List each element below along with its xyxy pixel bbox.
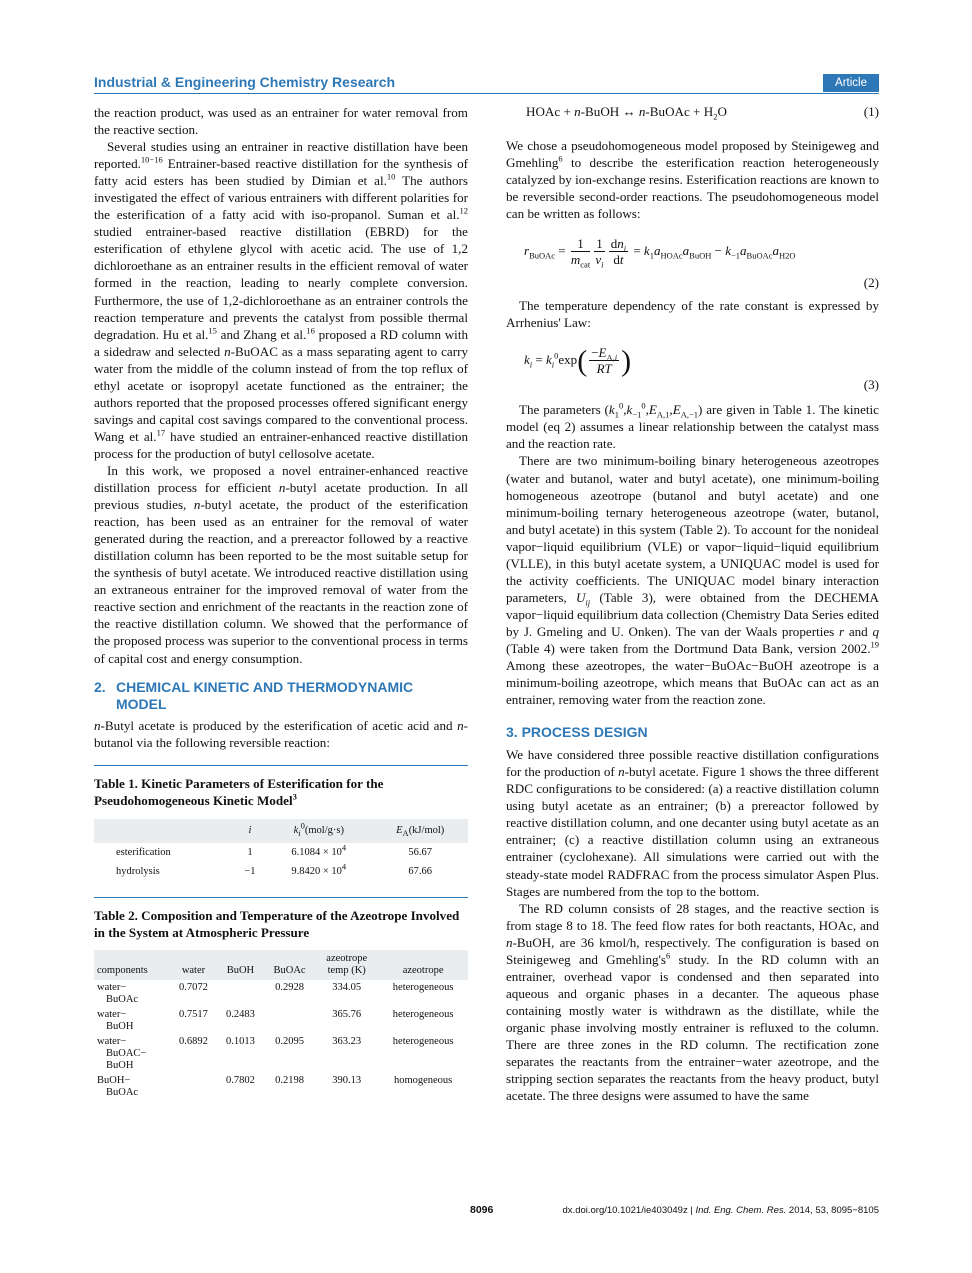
table-row: BuOH− BuOAc 0.7802 0.2198 390.13 homogeneous (97, 1074, 453, 1098)
running-header (94, 73, 879, 94)
citation[interactable]: 16 (306, 325, 315, 336)
section-heading: 2. CHEMICAL KINETIC AND THERMODYNAMIC MODEL (94, 678, 414, 712)
table-header: $k_i^0(mol/g\cdot s)$ (293, 820, 344, 839)
table-header: components (97, 964, 148, 976)
citation[interactable]: 10−16 (140, 154, 163, 165)
footer-citation: dx.doi.org/10.1021/ie403049z | Ind. Eng. Chem. Res. 2014, 53, 8095−8105 (562, 1205, 879, 1216)
equation-2: $r_{BuOAc}$ = $\frac{1}{m_{cat}}$ $\frac{1}{v_i}$ $\frac{dn_i}{dt}$ = $k_1a_{HOAc}a_{BuOH} - k_{-1}a_{BuOAc}a_{H2O}$ (2) (524, 236, 879, 291)
page-number: 8096 (470, 1204, 494, 1216)
table-caption: Table 1. Kinetic Parameters of Esterification for the Pseudohomogeneous Kinetic Model$^3$ (94, 775, 384, 808)
table-header: BuOAc (273, 964, 306, 976)
citation[interactable]: 3 (292, 791, 297, 802)
table-header: water (181, 964, 206, 976)
table-header: azeotrope temp (K) (326, 952, 368, 976)
article-badge: Article (823, 74, 879, 92)
equation-number: (3) (863, 377, 879, 393)
table-row: hydrolysis −1 $9.8420 \times 10^4$ 67.66 (116, 861, 433, 877)
citation[interactable]: 10 (386, 171, 396, 182)
paragraph: There are two minimum-boiling binary heterogeneous azeotropes (water and butanol, water and butyl acetate), one minimum-boiling homogeneous azeotrope (butanol and butyl acetate) and one minimum-boiling ternary heterogeneous azeotrope (water, butanol, and butyl acetate) in this system (Table 2). To account for the nonideal vapor−liquid equilibrium (VLE) or vapor−liquid−liquid equilibrium (VLLE), in this butyl acetate system, a UNIQUAC model is used for the activity coefficients. The UNIQUAC model binary interaction parameters, $U_{ij}$ (Table 3), were obtained from the DECHEMA vapor−liquid equilibrium data collection (Chemistry Data Series edited by J. Gmeling and U. Onken). The van der Waals properties r and q (Table 4) were taken from the Dortmund Data Bank, version 2002.19 Among these azeotropes, the water−BuOAc−BuOH azeotrope is a minimum-boiling azeotrope, which means that BuOAc can act as an entrainer, removing water from the reaction zone. (506, 453, 879, 708)
paragraph: The temperature dependency of the rate constant is expressed by Arrhenius' Law: (506, 298, 879, 331)
equation-1: HOAc + n-BuOH ↔ n-BuOAc + $H_2O$ (1) (526, 104, 879, 122)
table-header: $E_A(kJ/mol)$ (396, 825, 445, 839)
paragraph: In this work, we proposed a novel entrainer-enhanced reactive distillation process for efficient n-butyl acetate production. In all previous studies, n-butyl acetate, the product of the esterification reaction, has been used as an entrainer for the removal of water generated during the reaction, and a prereactor followed by a reactive distillation column has been reported to be the most suitable setup for the synthesis of butyl acetate. We introduced reactive distillation using an extraneous entrainer for the improved removal of water from the reactive section and enrichment of the reactants in the reaction zone of the reactive distillation column. We showed that the performance of the proposed process was superior to the conventional process in terms of capital cost and energy consumption. (94, 462, 468, 666)
citation[interactable]: 19 (870, 639, 879, 650)
table-row: esterification 1 $6.1084 \times 10^4$ 56.67 (116, 842, 433, 858)
right-column (506, 104, 879, 1104)
paragraph: We chose a pseudohomogeneous model proposed by Steinigeweg and Gmehling$^6$ to describe the esterification reaction heterogeneously catalyzed by ion-exchange resins. Esterification reactions are known to be reversible second-order reactions. The pseudohomogeneous model can be written as follows: (506, 138, 879, 222)
paragraph: Several studies using an entrainer in reactive distillation have been reported.$^{10-16}$ Entrainer-based reactive distillation for the synthesis of fatty acid esters has been studied by Dimian et al.$^{10}$ The authors investigated the effect of various entrainers with different polarities for the esterification of a fatty acid with iso-propanol. Suman et al.$^{12}$ studied entrainer-based reactive distillation (EBRD) for the esterification of ethylene glycol with acetic acid. The use of 1,2 dichloroethane as an entrainer results in the efficient removal of water formed in the reaction, leading to nearly complete conversion. Furthermore, the use of 1,2-dichloroethane as an entrainer controls the reaction temperature and prevents the catalyst from possible thermal degradation. Hu et al.$^{15}$ and Zhang et al.$^{16}$ proposed a RD column with a sidedraw and selected n-BuOAC as a mass separating agent to carry water from the middle of the column instead of from the top reflux of ethyl acetate or isopropyl acetate functioned as the entrainer; the authors reported that the proposed processes offered significant energy savings and capital cost savings compared to the conventional process. Wang et al.$^{17}$ have studied an entrainer-enhanced reactive distillation process for the production of butyl cellosolve acetate. (94, 139, 469, 461)
table-header: i (248, 825, 252, 837)
table-header (94, 819, 235, 843)
equation-3: $k_i = k_i^0\exp$( $\frac{-E_{A,i}}{RT}$ ) (3) (524, 344, 879, 393)
citation[interactable]: 12 (459, 205, 468, 216)
table-row: water− BuOAc 0.7072 0.2928 334.05 heterogeneous (97, 981, 454, 1005)
equation-number: (1) (863, 104, 879, 119)
equation-number: (2) (863, 275, 879, 291)
azeotrope-table (94, 950, 468, 1100)
section-heading: 3. PROCESS DESIGN (506, 724, 648, 741)
citation[interactable]: 15 (208, 325, 217, 336)
citation[interactable]: 6 (558, 153, 563, 164)
table-row: water− BuOAC− BuOH 0.6892 0.1013 0.2095 363.23 heterogeneous (97, 1035, 454, 1071)
left-column (94, 104, 468, 1100)
table-header: azeotrope (402, 964, 444, 976)
table-header: BuOH (226, 964, 255, 976)
table-2 (94, 897, 468, 1100)
table-caption: Table 2. Composition and Temperature of the Azeotrope Involved in the System at Atmospheric Pressure (94, 907, 460, 940)
journal-name: Industrial & Engineering Chemistry Research (94, 74, 396, 90)
citation[interactable]: 17 (156, 427, 166, 438)
doi-link[interactable]: dx.doi.org/10.1021/ie403049z (562, 1205, 688, 1216)
paragraph: the reaction product, was used as an entrainer for water removal from the reactive section. (94, 105, 468, 138)
paragraph: n-Butyl acetate is produced by the esterification of acetic acid and n-butanol via the following reversible reaction: (94, 717, 468, 750)
paragraph: The RD column consists of 28 stages, and the reactive section is from stage 8 to 18. The feed flow rates for both reactants, HOAc, and n-BuOH, are 36 kmol/h, respectively. The configuration is based on Steinigeweg and $Gmehling's^6$ study. In the RD column with an entrainer, overhead vapor is condensed and then separated into aqueous and organic phases in a decanter. The aqueous phase containing mostly water is withdrawn as the distillate, while the organic phase involving mostly entrainer is refluxed to the column. There are three zones in the RD column. The rectification zone separates the reactants from the entrainer−water azeotrope, and the stripping section separates the reactants from the heavy product, butyl acetate. The three designs were assumed to have the same (506, 900, 879, 1104)
kinetic-parameters-table (94, 819, 468, 881)
table-row: water− BuOH 0.7517 0.2483 365.76 heterogeneous (97, 1008, 454, 1032)
paragraph: The parameters $(k_1^0,k_{-1}^0,E_{A,1},E_{A,-1})$ are given in Table 1. The kinetic model (eq 2) assumes a linear relationship between the catalyst mass and the reaction rate. (506, 400, 879, 452)
paragraph: We have considered three possible reactive distillation configurations for the production of n-butyl acetate. Figure 1 shows the three different RDC configurations to be considered: (a) a reactive distillation column using butyl acetate as an entrainer; (b) a prereactor followed by reactive distillation column, and one decanter using butyl acetate as an entrainer; (c) a reactive distillation column using an extraneous entrainer (cyclohexane). All simulations were carried out with the steady-state model RADFRAC from the process simulator Aspen Plus. Stages are numbered from the top to the bottom. (506, 747, 879, 899)
table-1 (94, 765, 468, 881)
citation[interactable]: 6 (666, 950, 671, 961)
